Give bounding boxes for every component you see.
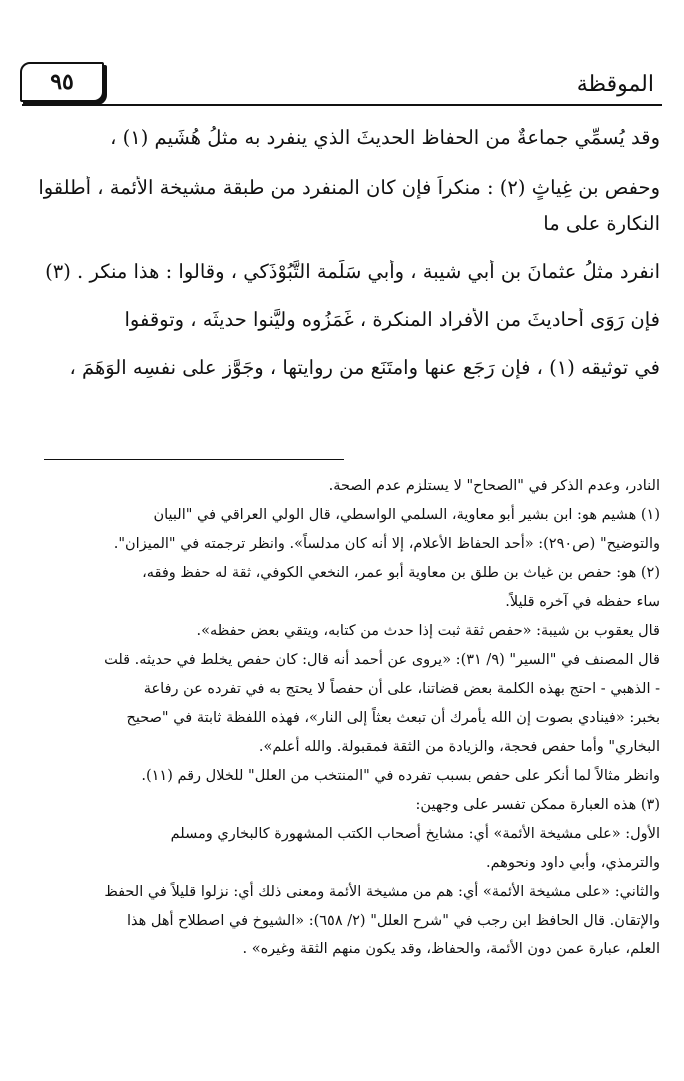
footnote-line: والثاني: «على مشيخة الأئمة» أي: هم من مشيخة الأئمة ومعنى ذلك أي: نزلوا قليلاً في الحفظ (104, 884, 660, 900)
footnote-line: النادر، وعدم الذكر في "الصحاح" لا يستلزم عدم الصحة. (328, 478, 660, 494)
main-text-line: فإن رَوَى أحاديثَ من الأفراد المنكرة ، غَمَزُوه وليَّنوا حديثَه ، وتوقفوا (124, 308, 660, 331)
footnote-line: قال يعقوب بن شيبة: «حفص ثقة ثبت إذا حدث من كتابه، ويتقي بعض حفظه». (196, 623, 660, 639)
footnote-line: بخبر: «فينادي بصوت إن الله يأمرك أن تبعث بعثاً إلى النار»، فهذه اللفظة ثابتة في "صحيح (126, 710, 660, 726)
footnote-line: الأول: «على مشيخة الأئمة» أي: مشايخ أصحاب الكتب المشهورة كالبخاري ومسلم (170, 826, 660, 842)
footnote-line: (١) هشيم هو: ابن بشير أبو معاوية، السلمي الواسطي، قال الولي العراقي في "البيان (153, 507, 660, 523)
footnote-line: قال المصنف في "السير" (٩/ ٣١): «يروى عن أحمد أنه قال: كان حفص يخلط في حديثه. قلت (104, 652, 660, 668)
main-text-line: النكارة على ما (543, 212, 660, 235)
main-text-line: وقد يُسمِّي جماعةٌ من الحفاظ الحديثَ الذي ينفرد به مثلُ هُشَيم (١) ، (110, 126, 660, 149)
footnote-line: - الذهبي - احتج بهذه الكلمة بعض قضاتنا، على أن حفصاً لا يحتج به في تفرده عن رفاعة (143, 681, 660, 697)
footnote-line: (٢) هو: حفص بن غياث بن طلق بن معاوية أبو عمر، النخعي الكوفي، ثقة له حفظ وفقه، (142, 565, 660, 581)
page-number-badge (20, 62, 104, 102)
running-title: الموقظة (576, 72, 654, 97)
footnote-line: (٣) هذه العبارة ممكن تفسر على وجهين: (415, 797, 660, 813)
page-number: ٩٥ (50, 69, 74, 95)
footnote-line: وانظر مثالاً لما أنكر على حفص بسبب تفرده في "المنتخب من العلل" للخلال رقم (١١). (141, 768, 660, 784)
footnote-line: والتوضيح" (ص٢٩٠): «أحد الحفاظ الأعلام، إلا أنه كان مدلساً». وانظر ترجمته في "الميزان". (113, 536, 660, 552)
footnote-line: البخاري" وأما حفص فحجة، والزيادة من الثقة فمقبولة. والله أعلم». (258, 739, 660, 755)
footnote-divider (44, 459, 344, 460)
main-text (28, 120, 660, 380)
footnote-line: ساء حفظه في آخره قليلاً. (505, 594, 660, 610)
main-text-line: انفرد مثلُ عثمانَ بن أبي شيبة ، وأبي سَلَمة التَّبُوْذَكي ، وقالوا : هذا منكر . (٣) (45, 260, 660, 283)
main-text-line: وحفصِ بنِ غِياثٍ (٢) : منكراً فإن كان المنفرد من طبقة مشيخة الأئمة ، أطلقوا (38, 176, 660, 199)
footnote-line: العلم، عبارة عمن دون الأئمة، والحفاظ، وقد يكون منهم الثقة وغيره» . (242, 941, 660, 957)
main-text-line: في توثيقه (١) ، فإن رَجَع عنها وامتَنَع من روايتها ، وجَوَّز على نفسِه الوَهَمَ ، (69, 356, 660, 379)
footnote-line: والترمذي، وأبي داود ونحوهم. (486, 855, 660, 871)
header-divider (22, 104, 662, 106)
footnote-line: والإتقان. قال الحافظ ابن رجب في "شرح العلل" (٢/ ٦٥٨): «الشيوخ في اصطلاح أهل هذا (126, 913, 660, 929)
footnotes (26, 472, 660, 962)
